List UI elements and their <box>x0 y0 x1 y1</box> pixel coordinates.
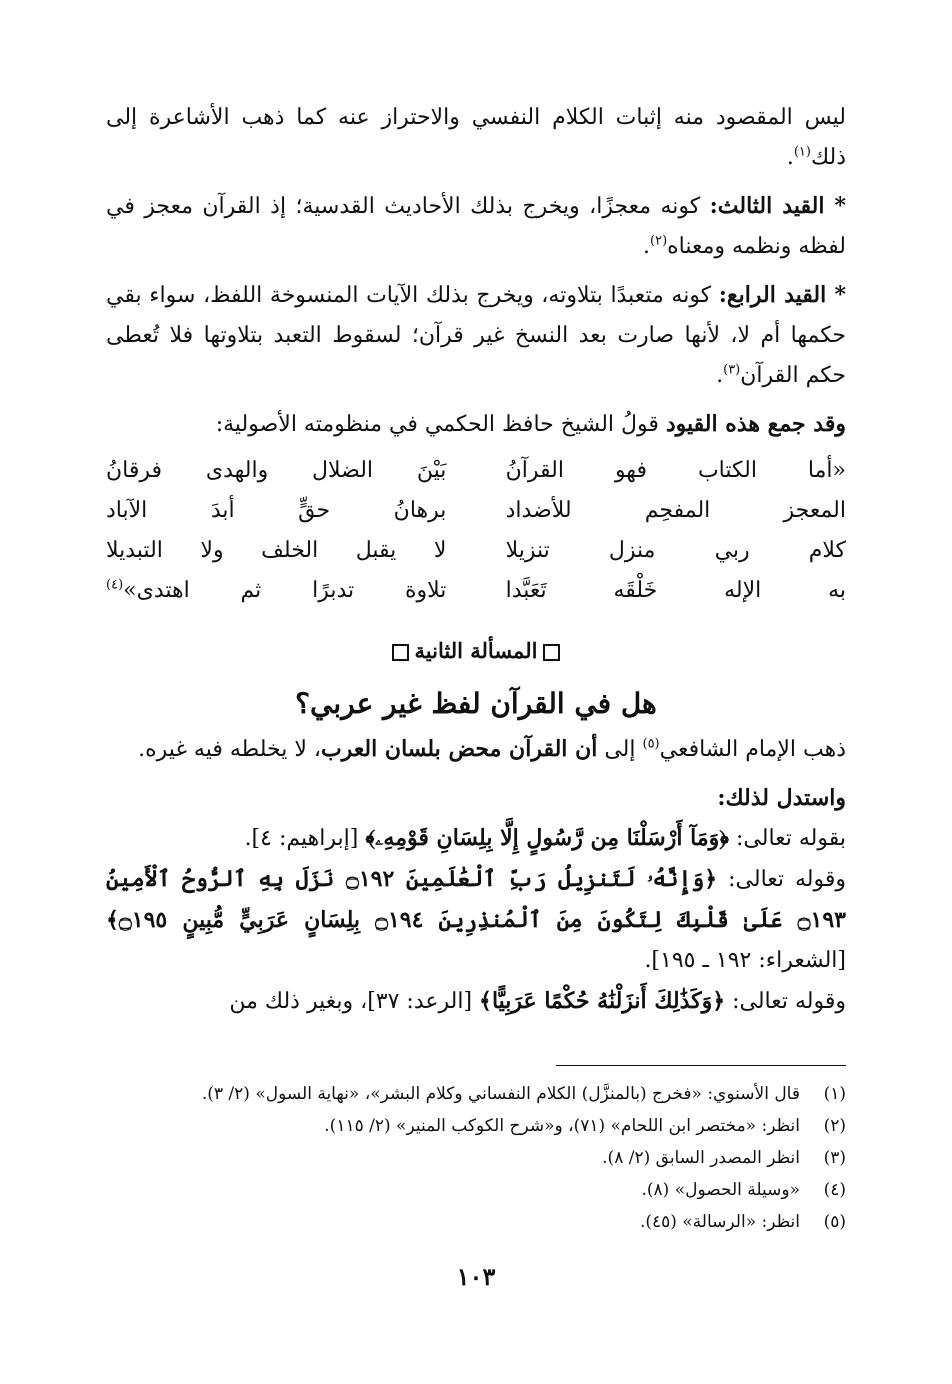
verse-first-hemistich: المعجز المفحِم للأضداد <box>505 498 846 523</box>
footnote-text: «وسيلة الحصول» (٨). <box>641 1180 800 1200</box>
evidence-2-ref: [الشعراء: ١٩٢ ـ ١٩٥]. <box>644 948 846 973</box>
section-label-text: المسألة الثانية <box>414 638 538 663</box>
section-title: هل في القرآن لفظ غير عربي؟ <box>295 687 657 720</box>
evidence-2 <box>106 859 846 981</box>
condition-3-text: كونه معجزًا، ويخرج بذلك الأحاديث القدسية؛ إذ القرآن معجز في لفظه ونظمه ومعناه <box>106 194 846 259</box>
main-text <box>106 98 846 1022</box>
footnote-number: (٣) <box>823 1148 846 1168</box>
evidence-2-intro: وقوله تعالى: <box>717 867 846 892</box>
evidence-1 <box>106 818 846 859</box>
evidence-1-ref: [إبراهيم: ٤]. <box>244 826 366 851</box>
shafii-text-b: إلى <box>597 737 643 762</box>
footnote <box>106 1078 846 1110</box>
evidence-3-ref: [الرعد: ٣٧]، وبغير ذلك من <box>229 989 480 1014</box>
paragraph-1-end: . <box>786 145 794 170</box>
poem-verse <box>106 531 846 571</box>
footnote <box>106 1110 846 1142</box>
verse-second-hemistich: بَيْنَ الضلال والهدى فرقانُ <box>106 458 447 483</box>
verse-first-hemistich: «أما الكتاب فهو القرآنُ <box>505 458 846 483</box>
verse-second-hemistich: برهانُ حقٍّ أبدَ الآباد <box>106 498 447 523</box>
footnote-text: انظر: «مختصر ابن اللحام» (٧١)، و«شرح الكوكب المنير» (٢/ ١١٥). <box>324 1116 800 1136</box>
paragraph-condition-4 <box>106 275 846 396</box>
verse-second-hemistich: لا يقبل الخلف ولا التبديلا <box>106 538 447 563</box>
evidence-1-intro: بقوله تعالى: <box>729 826 846 851</box>
footnote-text: قال الأسنوي: «فخرج (بالمنزَّل) الكلام النفساني وكلام البشر»، «نهاية السول» (٢/ ٣). <box>201 1084 800 1104</box>
footnote-ref-3[interactable]: (٣) <box>723 362 741 378</box>
condition-4-label: * القيد الرابع: <box>718 282 846 308</box>
poem-verse <box>106 571 846 611</box>
evidence-3 <box>106 981 846 1022</box>
verse-first-hemistich: كلام ربي منزل تنزيلا <box>505 538 846 563</box>
paragraph-shafii <box>106 729 846 770</box>
verse-first-hemistich: به الإله خَلْقَه تَعَبَّدا <box>505 578 846 603</box>
square-bullet-icon <box>392 644 409 661</box>
shafii-bold: أن القرآن محض بلسان العرب <box>320 736 598 762</box>
condition-3-label: * القيد الثالث: <box>709 193 846 219</box>
shafii-text-c: ، لا يخلطه فيه غيره. <box>138 737 321 762</box>
footnotes <box>106 1078 846 1238</box>
poem-intro-label: وقد جمع هذه القيود <box>665 411 846 437</box>
quran-verse: ﴿وَكَذَٰلِكَ أَنزَلْنَٰهُ حُكْمًا عَرَبِيًّا﴾ <box>479 988 726 1014</box>
condition-4-end: . <box>716 363 724 388</box>
square-bullet-icon <box>543 644 560 661</box>
footnote-number: (٤) <box>823 1180 846 1200</box>
quran-verse: ﴿وَمَآ أَرْسَلْنَا مِن رَّسُولٍ إِلَّا بِلِسَانِ قَوْمِهِۦ﴾ <box>365 825 729 851</box>
footnote-ref-1[interactable]: (١) <box>793 144 811 160</box>
paragraph-1 <box>106 98 846 178</box>
page-number: ١٠٣ <box>456 1262 496 1291</box>
quran-verse: ﴿وَإِنَّهُۥ لَتَنزِيلُ رَبِّ ٱلْعَٰلَمِينَ ۝١٩٢ نَزَلَ بِهِ ٱلرُّوحُ ٱلْأَمِينُ ۝١٩٣ عَلَىٰ قَلْبِكَ لِتَكُونَ مِنَ ٱلْمُنذِرِينَ ۝١٩٤ بِلِسَانٍ عَرَبِيٍّ مُّبِينٍ ۝١٩٥﴾ <box>106 866 846 933</box>
evidence-3-intro: وقوله تعالى: <box>725 989 846 1014</box>
verse-second-hemistich <box>106 571 446 611</box>
footnote-ref-2[interactable]: (٢) <box>650 233 668 249</box>
footnote-number: (٢) <box>823 1116 846 1136</box>
paragraph-poem-intro <box>106 404 846 445</box>
condition-4-text: كونه متعبدًا بتلاوته، ويخرج بذلك الآيات المنسوخة اللفظ، سواء بقي حكمها أم لا، لأنها صارت بعد النسخ غير قرآن؛ لسقوط التعبد بتلاوتها فلا تُعطى حكم القرآن <box>106 283 846 388</box>
paragraph-condition-3 <box>106 186 846 267</box>
poem-intro-text: قولُ الشيخ حافظ الحكمي في منظومته الأصولية: <box>215 412 666 437</box>
footnote-text: انظر المصدر السابق (٢/ ٨). <box>602 1148 800 1168</box>
section-label <box>106 633 846 669</box>
footnote-ref-5[interactable]: (٥) <box>642 736 660 752</box>
poem-verse <box>106 491 846 531</box>
evidence-heading: واستدل لذلك: <box>717 785 846 811</box>
footnote-ref-4[interactable]: (٤) <box>106 577 124 593</box>
footnote <box>106 1206 846 1238</box>
poem <box>106 451 846 611</box>
condition-3-end: . <box>643 234 650 259</box>
verse-second-hemistich-text: تلاوة تدبرًا ثم اهتدى» <box>123 578 447 603</box>
footnote <box>106 1142 846 1174</box>
footnote-number: (١) <box>823 1084 846 1104</box>
footnote-number: (٥) <box>823 1212 846 1232</box>
shafii-text-a: ذهب الإمام الشافعي <box>659 737 846 762</box>
footnote <box>106 1174 846 1206</box>
footnote-text: انظر: «الرسالة» (٤٥). <box>639 1212 800 1232</box>
footnote-divider <box>556 1065 846 1066</box>
paragraph-1-text: ليس المقصود منه إثبات الكلام النفسي والاحتراز عنه كما ذهب الأشاعرة إلى ذلك <box>106 105 846 170</box>
poem-verse <box>106 451 846 491</box>
